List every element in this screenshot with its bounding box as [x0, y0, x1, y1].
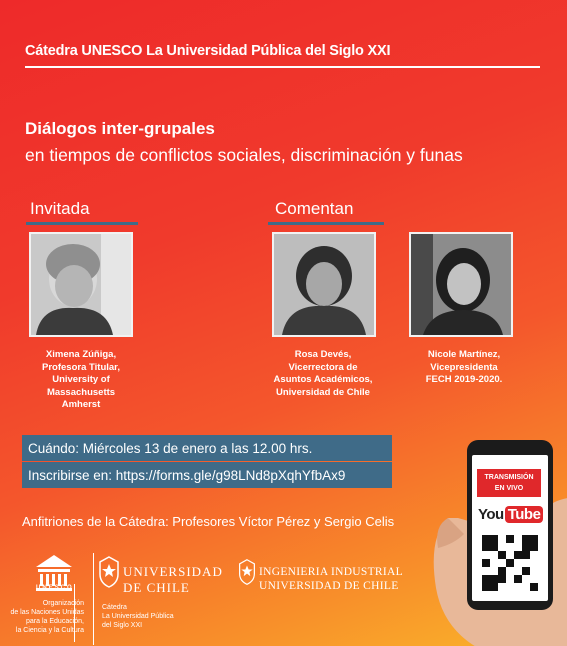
industrial-line2: UNIVERSIDAD DE CHILE [259, 580, 399, 592]
unesco-caption-line: para la Educación, [26, 618, 84, 625]
speaker-role: Universidad de Chile [276, 386, 370, 398]
speaker-caption-rosa [263, 349, 383, 399]
registration-box [22, 462, 392, 488]
speaker-role: Vicerrectora de [288, 361, 358, 373]
uchile-line1: UNIVERSIDAD [123, 564, 223, 579]
uchile-line2: DE CHILE [123, 580, 190, 595]
unesco-wordmark: UNESCO [36, 585, 74, 591]
speaker-role: FECH 2019-2020. [425, 374, 503, 385]
speaker-role: University of [52, 374, 110, 385]
event-title: Diálogos inter-grupales [25, 119, 215, 138]
phone-screen [472, 455, 548, 601]
unesco-caption-line: Organización [42, 600, 84, 607]
speaker-role: Massachusetts [46, 386, 116, 398]
section-comentan: Comentan [275, 199, 354, 218]
qr-code-icon[interactable] [482, 535, 538, 591]
uchile-caption-line: La Universidad Pública [102, 613, 174, 620]
speaker-name: Rosa Devés, [294, 349, 352, 360]
header-divider [25, 66, 540, 68]
phone-mockup [467, 440, 553, 610]
speaker-photo-ximena [29, 232, 133, 337]
industrial-crest-icon [238, 558, 256, 586]
unesco-caption-line: la Ciencia y la Cultura [15, 627, 84, 634]
section-comentan-rule [268, 222, 384, 225]
section-invitada-rule [26, 222, 138, 225]
live-badge-line1: TRANSMISIÓN [484, 474, 534, 481]
speaker-role: Asuntos Académicos, [273, 374, 373, 385]
speaker-role: Vicepresidenta [430, 361, 498, 373]
event-date-box [22, 435, 392, 461]
event-subtitle: en tiempos de conflictos sociales, discriminación y funas [25, 145, 463, 165]
hosts-text: Anfitriones de la Cátedra: Profesores Víctor Pérez y Sergio Celis [22, 514, 395, 529]
youtube-logo-tube: Tube [505, 506, 544, 523]
speaker-caption-ximena [21, 349, 141, 412]
youtube-logo-you: You [478, 506, 504, 523]
live-stream-badge [477, 469, 541, 497]
uchile-caption-line: del Siglo XXI [102, 622, 143, 629]
uchile-crest-icon [98, 556, 120, 588]
live-badge-line2: EN VIVO [494, 485, 524, 492]
uchile-caption-line: Cátedra [102, 604, 127, 611]
event-date-text: Cuándo: Miércoles 13 de enero a las 12.00 hrs. [28, 440, 313, 456]
chair-title: Cátedra UNESCO La Universidad Pública del Siglo XXI [25, 43, 391, 59]
speaker-photo-nicole [409, 232, 513, 337]
speaker-role: Profesora Titular, [42, 361, 120, 373]
speaker-role: Amherst [61, 399, 101, 410]
youtube-logo [478, 506, 543, 523]
uchile-chair-caption [102, 603, 174, 630]
speaker-caption-nicole [404, 349, 524, 387]
section-invitada: Invitada [30, 199, 90, 218]
uchile-divider [93, 553, 94, 645]
speaker-name: Ximena Zúñiga, [45, 349, 117, 360]
speaker-name: Nicole Martínez, [427, 349, 501, 360]
unesco-caption [0, 599, 84, 635]
registration-link[interactable]: Inscribirse en: https://forms.gle/g98LNd8pXqhYfbAx9 [28, 467, 346, 483]
unesco-caption-line: de las Naciones Unidas [10, 609, 84, 616]
industrial-line1: INGENIERIA INDUSTRIAL [259, 566, 403, 578]
speaker-photo-rosa [272, 232, 376, 337]
